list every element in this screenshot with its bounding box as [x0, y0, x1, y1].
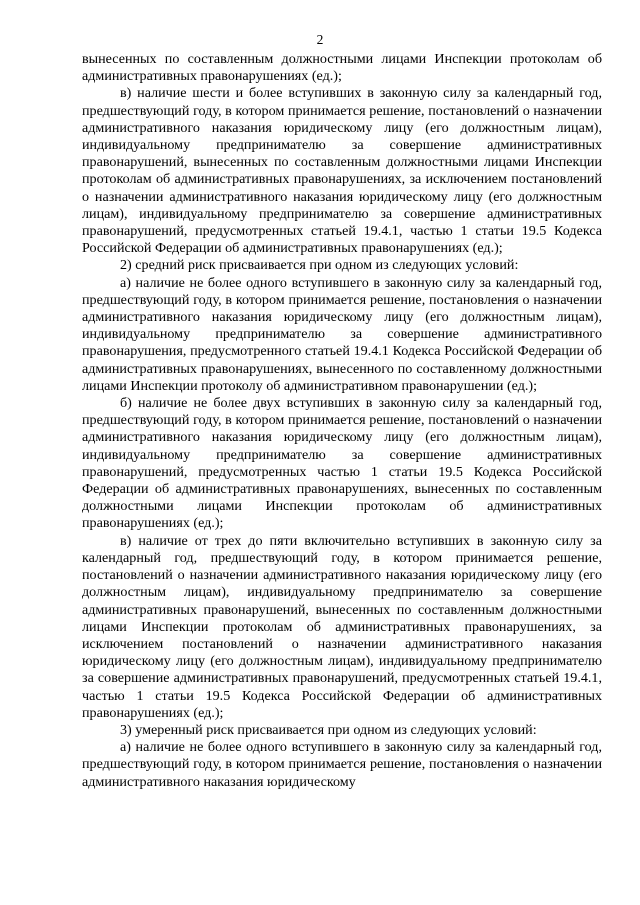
paragraph-medium-risk-heading: 2) средний риск присваивается при одном из следующих условий:	[120, 257, 519, 274]
paragraph-item-v-high-risk: в) наличие шести и более вступивших в законную силу за календарный год, предшествующий году, в котором принимается решение, постановлений о назначении административного наказания юридическому лицу (его должностным лицам), индивидуальному предпринимателю за совершение административных правонарушений, вынесенных по составленным должностными лицами Инспекции протоколам об административных правонарушениях, за исключением постановлений о назначении административного наказания юридическому лицу (его должностным лицам), индивидуальному предпринимателю за совершение административных правонарушений, предусмотренных статьей 19.4.1, частью 1 статьи 19.5 Кодекса Российской Федерации об административных правонарушениях (ед.);	[82, 85, 602, 257]
paragraph-item-a-medium-risk: а) наличие не более одного вступившего в законную силу за календарный год, предшествующий году, в котором принимается решение, постановления о назначении административного наказания юридическому лицу (его должностным лицам), индивидуальному предпринимателю за совершение административного правонарушения, предусмотренного статьей 19.4.1 Кодекса Российской Федерации об административных правонарушениях, вынесенного по составленному должностными лицами Инспекции протоколу об административном правонарушении (ед.);	[82, 274, 602, 394]
paragraph-item-v-medium-risk: в) наличие от трех до пяти включительно вступивших в законную силу за календарный год, предшествующий году, в котором принимается решение, постановлений о назначении административного наказания юридическому лицу (его должностным лицам), индивидуальному предпринимателю за совершение административных правонарушений, вынесенных по составленным должностными лицами Инспекции протоколам об административных правонарушениях, за исключением постановлений о назначении административного наказания юридическому лицу (его должностным лицам), индивидуальному предпринимателю за совершение административных правонарушений, предусмотренных статьей 19.4.1, частью 1 статьи 19.5 Кодекса Российской Федерации об административных правонарушениях (ед.);	[82, 532, 602, 721]
paragraph-continuation: вынесенных по составленным должностными лицами Инспекции протоколам об административных правонарушениях (ед.);	[82, 51, 602, 85]
paragraph-item-b-medium-risk: б) наличие не более двух вступивших в законную силу за календарный год, предшествующий году, в котором принимается решение, постановлений о назначении административного наказания юридическому лицу (его должностным лицам), индивидуальному предпринимателю за совершение административных правонарушений, предусмотренных частью 1 статьи 19.5 Кодекса Российской Федерации об административных правонарушениях, вынесенных по составленным должностными лицами Инспекции протоколам об административных правонарушениях (ед.);	[82, 395, 602, 532]
paragraph-item-a-moderate-risk: а) наличие не более одного вступившего в законную силу за календарный год, предшествующий году, в котором принимается решение, постановления о назначении административного наказания юридическому	[82, 739, 602, 790]
paragraph-moderate-risk-heading: 3) умеренный риск присваивается при одном из следующих условий:	[120, 721, 537, 738]
page-number: 2	[316, 32, 324, 47]
document-body	[82, 51, 602, 791]
